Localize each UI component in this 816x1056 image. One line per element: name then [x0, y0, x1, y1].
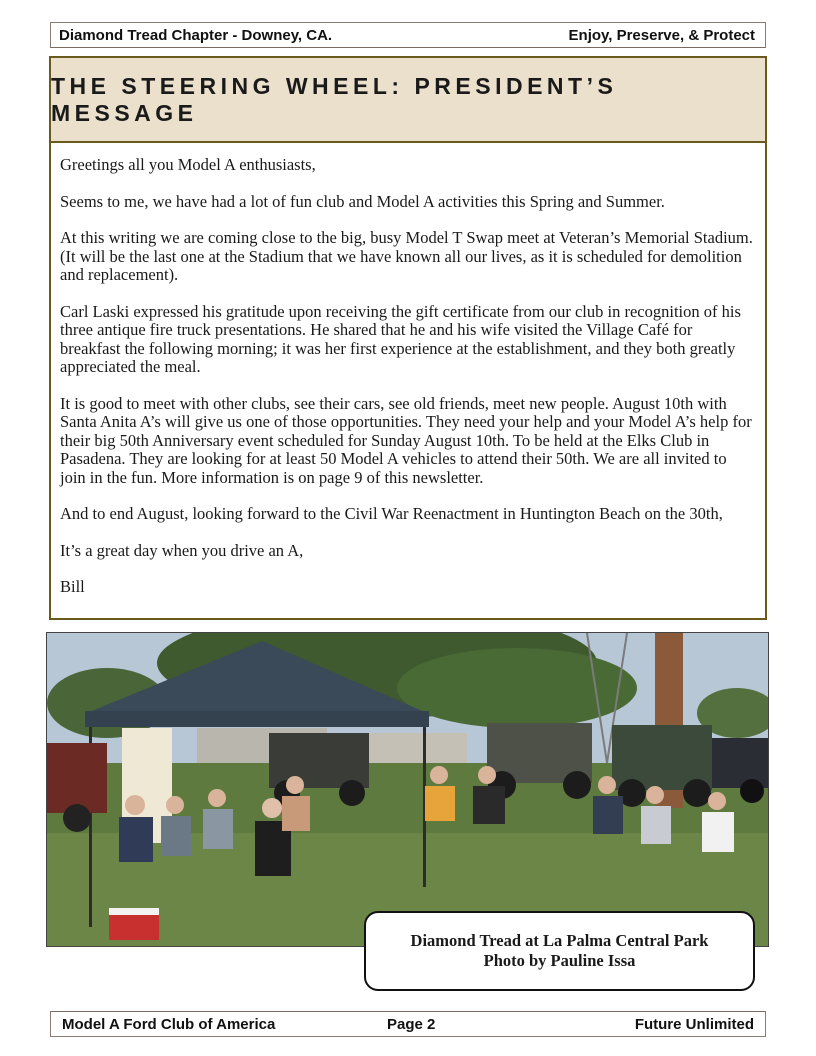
message-paragraph: At this writing we are coming close to the big, busy Model T Swap meet at Veteran’s Memorial Stadium. (It will be the last one at the Stadium that we have known all our lives, as it is scheduled for demolition and replacement). — [60, 228, 753, 284]
caption-location: Diamond Tread at La Palma Central Park — [410, 931, 709, 950]
page-footer — [50, 1011, 766, 1037]
message-paragraph: It is good to meet with other clubs, see their cars, see old friends, meet new people. August 10th with Santa Anita A’s will give us one of those opportunities. They need your help and your Model A’s help for their big 50th Anniversary event scheduled for Sunday August 10th. To be held at the Elks Club in Pasadena. They are looking for at least 50 Model A vehicles to attend their 50th. We are all invited to join in the fun. More information is on page 9 of this newsletter. — [60, 393, 752, 487]
cooler-lid — [109, 908, 159, 915]
message-body — [51, 143, 765, 597]
message-paragraph: Carl Laski expressed his gratitude upon receiving the gift certificate from our club in recognition of his three antique fire truck presentations. He shared that he and his wife visited the Village Café for breakfast the following morning; it was her first experience at the establishment, and they both greatly appreciated the meal. — [60, 301, 741, 376]
canopy-valance — [85, 711, 429, 727]
footer-newsletter: Future Unlimited — [634, 1015, 754, 1033]
message-signature: Bill — [60, 577, 85, 596]
message-paragraph: Seems to me, we have had a lot of fun club and Model A activities this Spring and Summer. — [60, 191, 665, 211]
park-scene-illustration — [47, 633, 769, 947]
club-photo — [46, 632, 769, 947]
header-motto: Enjoy, Preserve, & Protect — [568, 26, 755, 44]
header-chapter: Diamond Tread Chapter - Downey, CA. — [59, 26, 333, 44]
message-paragraph: And to end August, looking forward to the Civil War Reenactment in Huntington Beach on the 30th, — [60, 504, 723, 523]
message-paragraph: Greetings all you Model A enthusiasts, — [60, 155, 316, 174]
president-message-box — [49, 56, 767, 620]
message-paragraph: It’s a great day when you drive an A, — [60, 540, 304, 560]
page-header — [50, 22, 766, 48]
footer-page-number: Page 2 — [387, 1015, 436, 1033]
footer-club-name: Model A Ford Club of America — [62, 1015, 276, 1033]
caption-credit: Photo by Pauline Issa — [483, 951, 636, 970]
photo-caption — [364, 911, 755, 991]
tree-canopy — [397, 648, 637, 728]
message-title: THE STEERING WHEEL: PRESIDENT’S MESSAGE — [51, 58, 765, 143]
